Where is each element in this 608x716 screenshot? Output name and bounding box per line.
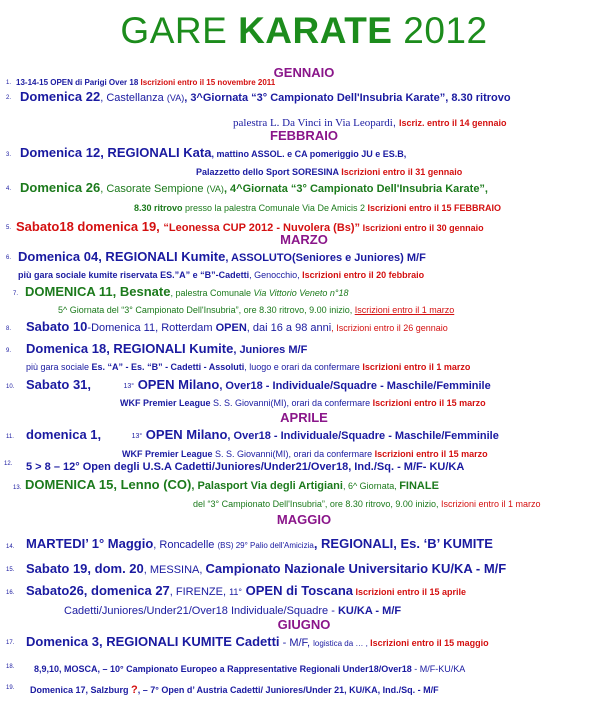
entry-14: MARTEDI’ 1° Maggio, Roncadelle (BS) 29° Palio dell'Amicizia, REGIONALI, Es. ‘B’ KUMITE — [26, 536, 493, 551]
entry-7: DOMENICA 11, Besnate, palestra Comunale Via Vittorio Veneto n°18 — [25, 284, 349, 299]
entry-number: 5. — [6, 225, 12, 231]
entry-13: DOMENICA 15, Lenno (CO), Palasport Via degli Artigiani, 6^ Giornata, FINALE — [25, 477, 439, 492]
entry-number: 17. — [6, 640, 15, 646]
entry-2: Domenica 22, Castellanza (VA), 3^Giornata “3° Campionato Dell'Insubria Karate”, 8.30 ritrovo — [20, 89, 511, 104]
entry-11-detail: WKF Premier League S. S. Giovanni(MI), orari da confermare Iscrizioni entro il 15 marzo — [122, 449, 488, 459]
entry-8: Sabato 10-Domenica 11, Rotterdam OPEN, dai 16 a 98 anni, Iscrizioni entro il 26 gennaio — [26, 319, 448, 334]
entry-16: Sabato26, domenica 27, FIRENZE, 11° OPEN di Toscana Iscrizioni entro il 15 aprile — [26, 583, 467, 598]
entry-16-detail: Cadetti/Juniores/Under21/Over18 Individuale/Squadre - KU/KA - M/F — [64, 605, 402, 617]
entry-number: 10. — [6, 384, 15, 390]
entry-number: 14. — [6, 544, 15, 550]
entry-19: Domenica 17, Salzburg ?, – 7° Open d’ Austria Cadetti/ Juniores/Under 21, KU/KA, Ind./Sq. - M/F — [30, 684, 439, 696]
page-title: GARE KARATE 2012 — [120, 10, 488, 51]
section-aprile: APRILE — [280, 410, 328, 425]
entry-number: 7. — [13, 291, 19, 297]
entry-number: 8. — [6, 326, 12, 332]
section-giugno: GIUGNO — [277, 617, 331, 632]
entry-17: Domenica 3, REGIONALI KUMITE Cadetti - M/F, logistica da … , Iscrizioni entro il 15 maggio — [26, 634, 489, 649]
entry-number: 13. — [13, 485, 22, 491]
section-gennaio: GENNAIO — [273, 65, 335, 80]
entry-1: 13-14-15 OPEN di Parigi Over 18 Iscrizioni entro il 15 novembre 2011 — [16, 78, 276, 87]
entry-number: 15. — [6, 567, 15, 573]
entry-number: 19. — [6, 685, 15, 691]
entry-3-detail: Palazzetto dello Sport SORESINA Iscrizioni entro il 31 gennaio — [196, 167, 463, 177]
entry-number: 16. — [6, 590, 15, 596]
entry-5: Sabato18 domenica 19, “Leonessa CUP 2012 - Nuvolera (Bs)” Iscrizioni entro il 30 gennaio — [16, 219, 484, 234]
entry-6: Domenica 04, REGIONALI Kumite, ASSOLUTO(Seniores e Juniores) M/F — [18, 249, 426, 264]
entry-3: Domenica 12, REGIONALI Kata, mattino ASSOL. e CA pomeriggio JU e ES.B, — [20, 145, 407, 160]
entry-9: Domenica 18, REGIONALI Kumite, Juniores M/F — [26, 341, 308, 356]
entry-number: 2. — [6, 95, 12, 101]
entry-12: 5 > 8 – 12° Open degli U.S.A Cadetti/Juniores/Under21/Over18, Ind./Sq. - M/F- KU/KA — [26, 461, 465, 473]
entry-number: 9. — [6, 348, 12, 354]
entry-10: Sabato 31, 13° OPEN Milano, Over18 - Individuale/Squadre - Maschile/Femminile — [26, 377, 491, 392]
entry-11: domenica 1, 13° OPEN Milano, Over18 - Individuale/Squadre - Maschile/Femminile — [26, 427, 499, 442]
entry-number: 4. — [6, 186, 12, 192]
section-febbraio: FEBBRAIO — [270, 128, 338, 143]
entry-number: 3. — [6, 152, 12, 158]
entry-6-detail: più gara sociale kumite riservata ES.”A” e “B”-Cadetti, Genocchio, Iscrizioni entro il 20 febbraio — [18, 270, 425, 280]
entry-2-detail: palestra L. Da Vinci in Via Leopardi, Iscriz. entro il 14 gennaio — [233, 117, 507, 129]
entry-number: 11. — [6, 434, 14, 440]
entry-15: Sabato 19, dom. 20, MESSINA, Campionato Nazionale Universitario KU/KA - M/F — [26, 561, 507, 576]
entry-4-detail: 8.30 ritrovo presso la palestra Comunale Via De Amicis 2 Iscrizioni entro il 15 FEBBRAIO — [134, 203, 501, 213]
section-marzo: MARZO — [280, 232, 328, 247]
entry-9-detail: più gara sociale Es. “A” - Es. “B” - Cadetti - Assoluti, luogo e orari da confermare Iscrizioni entro il 1 marzo — [26, 362, 471, 372]
entry-18: 8,9,10, MOSCA, – 10° Campionato Europeo a Rappresentative Regionali Under18/Over18 - M/F-KU/KA — [34, 664, 466, 674]
entry-10-detail: WKF Premier League S. S. Giovanni(MI), orari da confermare Iscrizioni entro il 15 marzo — [120, 398, 486, 408]
entry-number: 6. — [6, 255, 12, 261]
entry-4: Domenica 26, Casorate Sempione (VA), 4^Giornata “3° Campionato Dell'Insubria Karate”, — [20, 180, 488, 195]
entry-number: 18. — [6, 664, 15, 670]
entry-number: 12. — [4, 461, 13, 467]
entry-7-detail: 5^ Giornata del “3° Campionato Dell'Insubria”, ore 8.30 ritrovo, 9.00 inizio, Iscrizioni entro il 1 marzo — [58, 305, 455, 315]
entry-13-detail: del “3° Campionato Dell'Insubria”, ore 8.30 ritrovo, 9.00 inizio, Iscrizioni entro il 1 marzo — [193, 499, 541, 509]
entry-number: 1. — [6, 80, 12, 86]
section-maggio: MAGGIO — [276, 512, 332, 527]
